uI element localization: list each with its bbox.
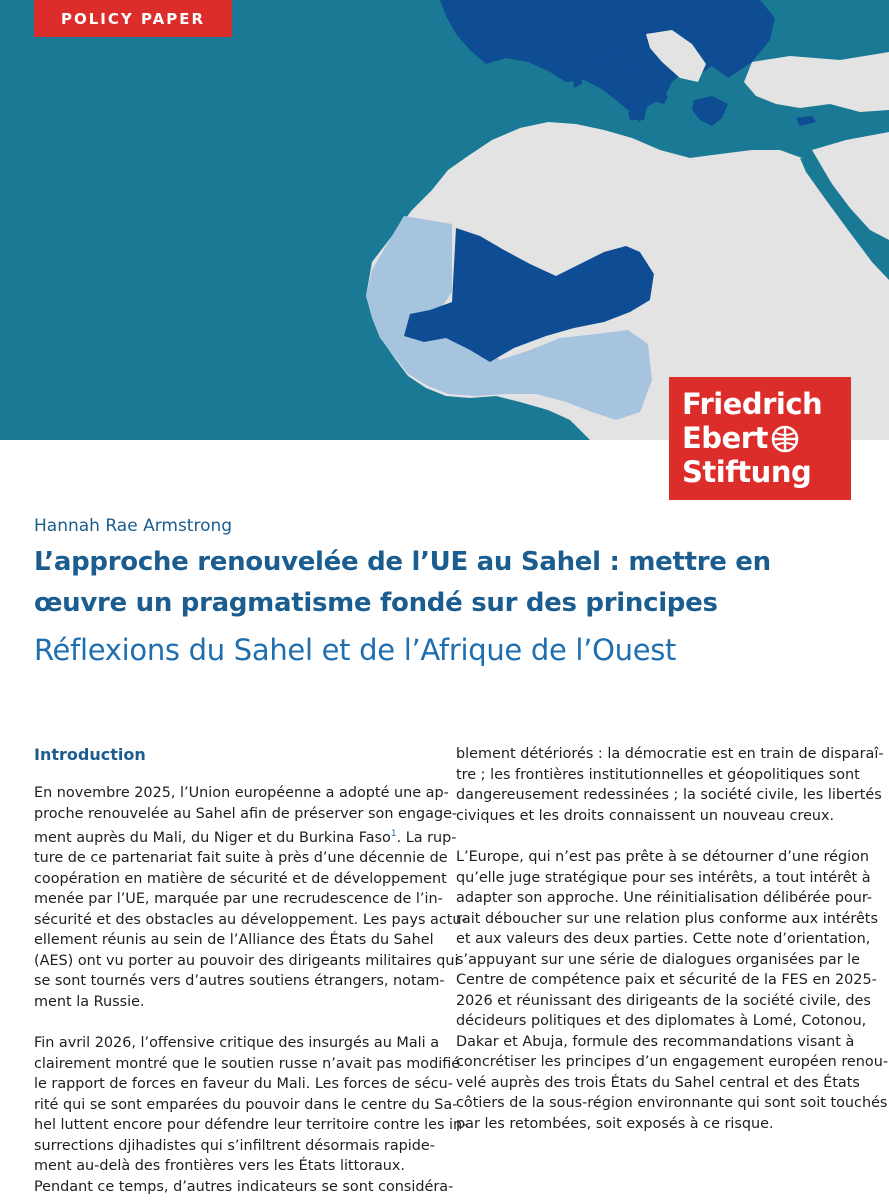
section-heading-introduction: Introduction xyxy=(34,745,146,764)
text-line: ellement réunis au sein de l’Alliance des États du Sahel xyxy=(34,932,434,949)
text-line: tre ; les frontières institutionnelles et géopolitiques sont xyxy=(456,766,860,783)
text-column-right xyxy=(456,744,889,1134)
text-line: ment la Russie. xyxy=(34,993,145,1010)
text-line: rait déboucher sur une relation plus conforme aux intérêts xyxy=(456,910,878,927)
text-line: civiques et les droits connaissent un nouveau creux. xyxy=(456,807,835,824)
logo-line-stiftung: Stiftung xyxy=(682,455,812,489)
logo-word-ebert: Ebert xyxy=(682,421,768,455)
text-line: surrections djihadistes qui s’infiltrent désormais rapide- xyxy=(34,1137,435,1154)
text-line: hel luttent encore pour défendre leur territoire contre les in- xyxy=(34,1117,468,1134)
text-fragment: ment auprès du Mali, du Niger et du Burkina Faso xyxy=(34,829,391,846)
text-column-left xyxy=(34,745,468,1197)
text-line: ment au-delà des frontières vers les États littoraux. xyxy=(34,1158,405,1175)
text-line: (AES) ont vu porter au pouvoir des dirigeants militaires qui xyxy=(34,952,459,969)
footnote-ref[interactable]: 1 xyxy=(390,829,397,839)
text-line: côtiers de la sous-région environnante qui sont soit touchés xyxy=(456,1095,888,1111)
text-line xyxy=(34,824,457,848)
text-line: blement détériorés : la démocratie est en train de disparaî- xyxy=(456,746,884,762)
text-line: clairement montré que le soutien russe n’avait pas modifié xyxy=(34,1055,461,1072)
paragraph xyxy=(456,744,884,826)
paragraph xyxy=(456,847,889,1134)
text-line: Dakar et Abuja, formule des recommandations visant à xyxy=(456,1033,855,1050)
text-line: le rapport de forces en faveur du Mali. Les forces de sécu- xyxy=(34,1076,454,1093)
globe-icon xyxy=(771,425,799,453)
text-line: Pendant ce temps, d’autres indicateurs se sont considéra- xyxy=(34,1178,454,1195)
text-line: sécurité et des obstacles au développement. Les pays actu- xyxy=(34,911,467,928)
text-line: proche renouvelée au Sahel afin de préserver son engage- xyxy=(34,805,458,822)
paragraph xyxy=(34,1033,468,1197)
text-fragment: . La rup- xyxy=(396,829,457,846)
title-line-2: œuvre un pragmatisme fondé sur des principes xyxy=(34,588,718,618)
text-line: menée par l’UE, marquée par une recrudescence de l’in- xyxy=(34,891,443,908)
logo-line-friedrich: Friedrich xyxy=(682,387,823,421)
text-line: par les retombées, soit exposés à ce risque. xyxy=(456,1115,774,1132)
text-line: ture de ce partenariat fait suite à près d’une décennie de xyxy=(34,850,448,867)
text-line: adapter son approche. Une réinitialisation délibérée pour- xyxy=(456,890,873,906)
text-line: et aux valeurs des deux parties. Cette note d’orientation, xyxy=(456,931,871,947)
text-line: Fin avril 2026, l’offensive critique des insurgés au Mali a xyxy=(34,1035,440,1052)
text-line: concrétiser les principes d’un engagement européen renou- xyxy=(456,1054,889,1070)
page-subtitle: Réflexions du Sahel et de l’Afrique de l’Ouest xyxy=(34,633,677,667)
text-line: En novembre 2025, l’Union européenne a adopté une ap- xyxy=(34,785,449,801)
text-line: décideurs politiques et des diplomates à Lomé, Cotonou, xyxy=(456,1013,867,1029)
author-name: Hannah Rae Armstrong xyxy=(34,516,233,536)
text-line: 2026 et réunissant des dirigeants de la société civile, des xyxy=(456,992,871,1009)
text-line: L’Europe, qui n’est pas prête à se détourner d’une région xyxy=(456,849,870,865)
text-line: se sont tournés vers d’autres soutiens étrangers, notam- xyxy=(34,973,445,990)
text-line: s’appuyant sur une série de dialogues organisées par le xyxy=(456,951,861,968)
map-illustration xyxy=(0,0,889,440)
text-line: dangereusement redessinées ; la société civile, les libertés xyxy=(456,787,882,803)
text-line: velé auprès des trois États du Sahel central et des États xyxy=(456,1074,860,1091)
text-line: coopération en matière de sécurité et de développement xyxy=(34,870,447,887)
logo-line-ebert xyxy=(682,421,851,455)
text-line: Centre de compétence paix et sécurité de la FES en 2025- xyxy=(456,972,877,988)
fes-logo xyxy=(669,377,851,500)
text-line: qu’elle juge stratégique pour ses intérêts, a tout intérêt à xyxy=(456,869,871,886)
paragraph xyxy=(34,783,467,1012)
cover-map xyxy=(0,0,889,440)
page-title xyxy=(34,542,874,624)
title-line-1: L’approche renouvelée de l’UE au Sahel : mettre en xyxy=(34,547,771,577)
policy-paper-badge: POLICY PAPER xyxy=(34,0,232,37)
text-line: rité qui se sont emparées du pouvoir dans le centre du Sa- xyxy=(34,1096,458,1113)
